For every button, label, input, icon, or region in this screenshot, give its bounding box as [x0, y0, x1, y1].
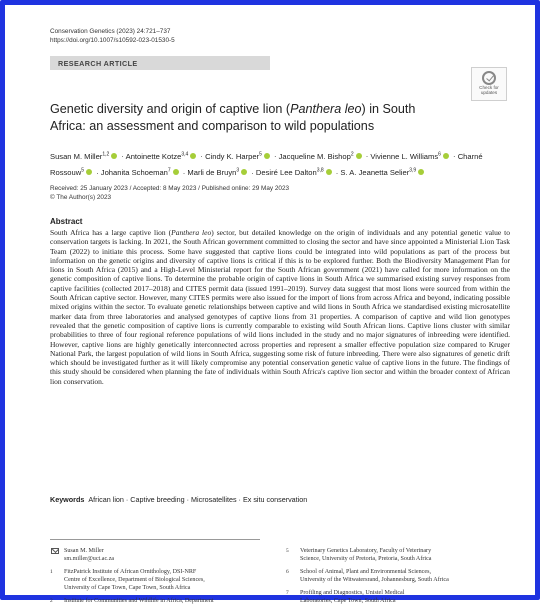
footnote-mark: 6: [286, 569, 289, 575]
footnote-line: University of the Witwatersrand, Johannesburg, South Africa: [300, 577, 449, 583]
orcid-icon[interactable]: [443, 153, 449, 159]
keywords-text: African lion · Captive breeding · Microsatellites · Ex situ conservation: [88, 495, 308, 504]
article-title: [50, 101, 450, 134]
author-affiliation-sup: 1,2: [102, 151, 110, 157]
orcid-icon[interactable]: [326, 169, 332, 175]
author-name[interactable]: Johanita Schoeman: [100, 168, 168, 178]
footnote-mark: 2: [50, 598, 53, 604]
abstract-part-2: ) sector, but detailed knowledge on the origin of individuals and any potential genetic value to conservation targets is lacking. In 2021, the South African government committed to closing the sector and have since appointed a Ministerial Lion Task Team (2022) to initiate this process. Some have suggested that captive lions could be integrated into wild populations as part of the process but information on the genetic origins and diversity of captive lions is critical if this is to be explored further. Both the Biodiversity Management Plan for lions in South Africa (2015) and a High-Level Ministerial report for the South African government (2021) have called for more information on the genetic composition of captive lions. To determine the probable origin of captive lions in South Africa we summarised existing survey responses from captive facilities (collected 2017–2018) and CITES permit data (issued 1991–2019). Survey data suggest that most lions were sourced from within the South African captive sector. However, many CITES permits were also issued for the import of lions from across Africa and beyond, indicating possible mixed origins within the sector. To evaluate genetic relationships between captive and wild lions in South Africa we standardised existing microsatellite marker data from three laboratories and analysed genotypes of captive lions from 31 properties. A comparison of captive and wild lion genotypes revealed that the genetic composition of captive lions is currently comparable to existing wild South African lions. Captive lions cluster with similar probabilities to three of four regional reference populations of wild lions included in the study and no major signatures of inbreeding were identified. However, captive lions are highly genetically interconnected across properties and represent a smaller effective population size compared to Kruger National Park, the largest population of wild lions in South Africa, suggesting some risk of future inbreeding. There were also signatures of genetic drift which should be investigated further as it will likely compromise any potential conservation genetic value of captive lions in the future. The findings of this study should be considered when planning the fate of individuals within South Africa's captive lion sector and within the broader context of African lion conservation.: [50, 228, 511, 386]
orcid-icon[interactable]: [173, 169, 179, 175]
orcid-icon[interactable]: [86, 169, 92, 175]
footnote-item: [286, 568, 510, 584]
abstract-italic: Panthera leo: [171, 228, 212, 237]
badge-line2: updates: [480, 90, 498, 95]
footnote-line: Laboratories, Cape Town, South Africa: [300, 598, 396, 604]
footnote-line: School of Animal, Plant and Environmental Sciences,: [300, 569, 431, 575]
author-list: [50, 147, 510, 180]
author-name[interactable]: Susan M. Miller: [50, 151, 103, 161]
orcid-icon[interactable]: [111, 153, 117, 159]
footnotes-right: [286, 547, 510, 610]
section-label: RESEARCH ARTICLE: [58, 59, 138, 68]
author-item: [279, 152, 364, 161]
author-affiliation-sup: 2: [350, 151, 354, 157]
author-name[interactable]: Marli de Bruyn: [187, 168, 237, 178]
footnote-line: Institute for Communities and Wildlife in Africa, Department: [64, 598, 214, 604]
author-item: [101, 168, 181, 177]
author-name[interactable]: Charné Rossouw: [50, 151, 483, 178]
author-separator: ·: [333, 168, 341, 178]
author-name[interactable]: Cindy K. Harper: [205, 151, 260, 161]
doi-link[interactable]: https://doi.org/10.1007/s10592-023-01530-5: [50, 37, 175, 44]
author-affiliation-sup: 3: [236, 167, 240, 174]
footnote-mark: 5: [286, 548, 289, 554]
author-name[interactable]: Desiré Lee Dalton: [255, 168, 317, 178]
author-affiliation-sup: 3,8: [316, 167, 324, 174]
author-item: [50, 152, 119, 161]
author-affiliation-sup: 5: [81, 167, 85, 174]
author-item: [126, 152, 199, 161]
footnote-line: FitzPatrick Institute of African Ornithology, DSI-NRF: [64, 569, 197, 575]
footnote-item: [50, 568, 270, 592]
footnote-line: Centre of Excellence, Department of Biological Sciences,: [64, 577, 205, 583]
footnote-item: [286, 589, 510, 605]
article-dates: [50, 184, 510, 202]
orcid-icon[interactable]: [264, 153, 270, 159]
orcid-icon[interactable]: [190, 153, 196, 159]
author-item: [370, 152, 451, 161]
author-separator: ·: [363, 151, 371, 161]
footnote-line: Susan M. Miller: [64, 548, 104, 554]
footnote-line: University of Cape Town, Cape Town, South Africa: [64, 585, 191, 591]
journal-citation: Conservation Genetics (2023) 24:721–737: [50, 28, 171, 35]
check-icon: [482, 71, 496, 85]
footnote-item: [286, 547, 510, 563]
article-page: [50, 27, 511, 604]
footnote-item: [50, 597, 270, 605]
copyright-line: © The Author(s) 2023: [50, 194, 112, 201]
author-affiliation-sup: 5: [259, 151, 262, 157]
author-separator: ·: [198, 151, 206, 161]
footnote-line[interactable]: sm.miller@uct.ac.za: [64, 556, 115, 562]
title-italic: Panthera leo: [290, 102, 362, 116]
keywords-label: Keywords: [50, 495, 85, 504]
author-separator: ·: [249, 168, 256, 178]
abstract-part-1: South Africa has a large captive lion (: [50, 228, 172, 237]
author-item: [205, 152, 272, 161]
orcid-icon[interactable]: [241, 169, 247, 175]
author-affiliation-sup: 3,4: [181, 151, 189, 157]
abstract-body: [50, 228, 510, 386]
author-item: [340, 168, 426, 177]
orcid-icon[interactable]: [418, 169, 424, 175]
author-name[interactable]: S. A. Jeanetta Selier: [340, 168, 410, 178]
footnote-line: Science, University of Pretoria, Pretoria, South Africa: [300, 556, 432, 562]
keywords-line: [50, 495, 510, 504]
footnote-mark: 1: [50, 569, 53, 575]
abstract-heading: Abstract: [50, 217, 83, 226]
author-name[interactable]: Antoinette Kotze: [125, 151, 182, 161]
author-item: [187, 168, 249, 177]
footnote-line: Profiling and Diagnostics, Unistel Medical: [300, 590, 405, 596]
author-affiliation-sup: 3,9: [409, 167, 417, 174]
author-name[interactable]: Vivienne L. Williams: [370, 151, 439, 161]
title-part-1: Genetic diversity and origin of captive lion (: [50, 102, 291, 116]
footnote-mark: 7: [286, 590, 289, 596]
title-part-2: ) in South Africa: an assessment and comparison to wild populations: [50, 102, 416, 133]
author-separator: ·: [180, 168, 188, 178]
footnote-item: [50, 547, 270, 563]
envelope-icon: [51, 548, 59, 554]
author-separator: ·: [450, 151, 458, 161]
badge-line1: Check for: [479, 85, 499, 90]
section-bar: [50, 56, 270, 70]
check-for-updates-badge[interactable]: [471, 67, 507, 101]
author-separator: ·: [119, 151, 126, 161]
author-separator: ·: [271, 151, 279, 161]
author-separator: ·: [94, 168, 101, 178]
history-dates: Received: 25 January 2023 / Accepted: 8 May 2023 / Published online: 29 May 2023: [50, 185, 290, 192]
author-item: [256, 168, 334, 177]
footnotes-left: [50, 547, 270, 610]
author-affiliation-sup: 6: [438, 151, 441, 157]
footnote-line: Veterinary Genetics Laboratory, Faculty of Veterinary: [300, 548, 432, 554]
footnote-divider: [50, 539, 260, 540]
author-name[interactable]: Jacqueline M. Bishop: [278, 151, 351, 161]
author-affiliation-sup: 7: [167, 167, 171, 174]
orcid-icon[interactable]: [356, 153, 362, 159]
